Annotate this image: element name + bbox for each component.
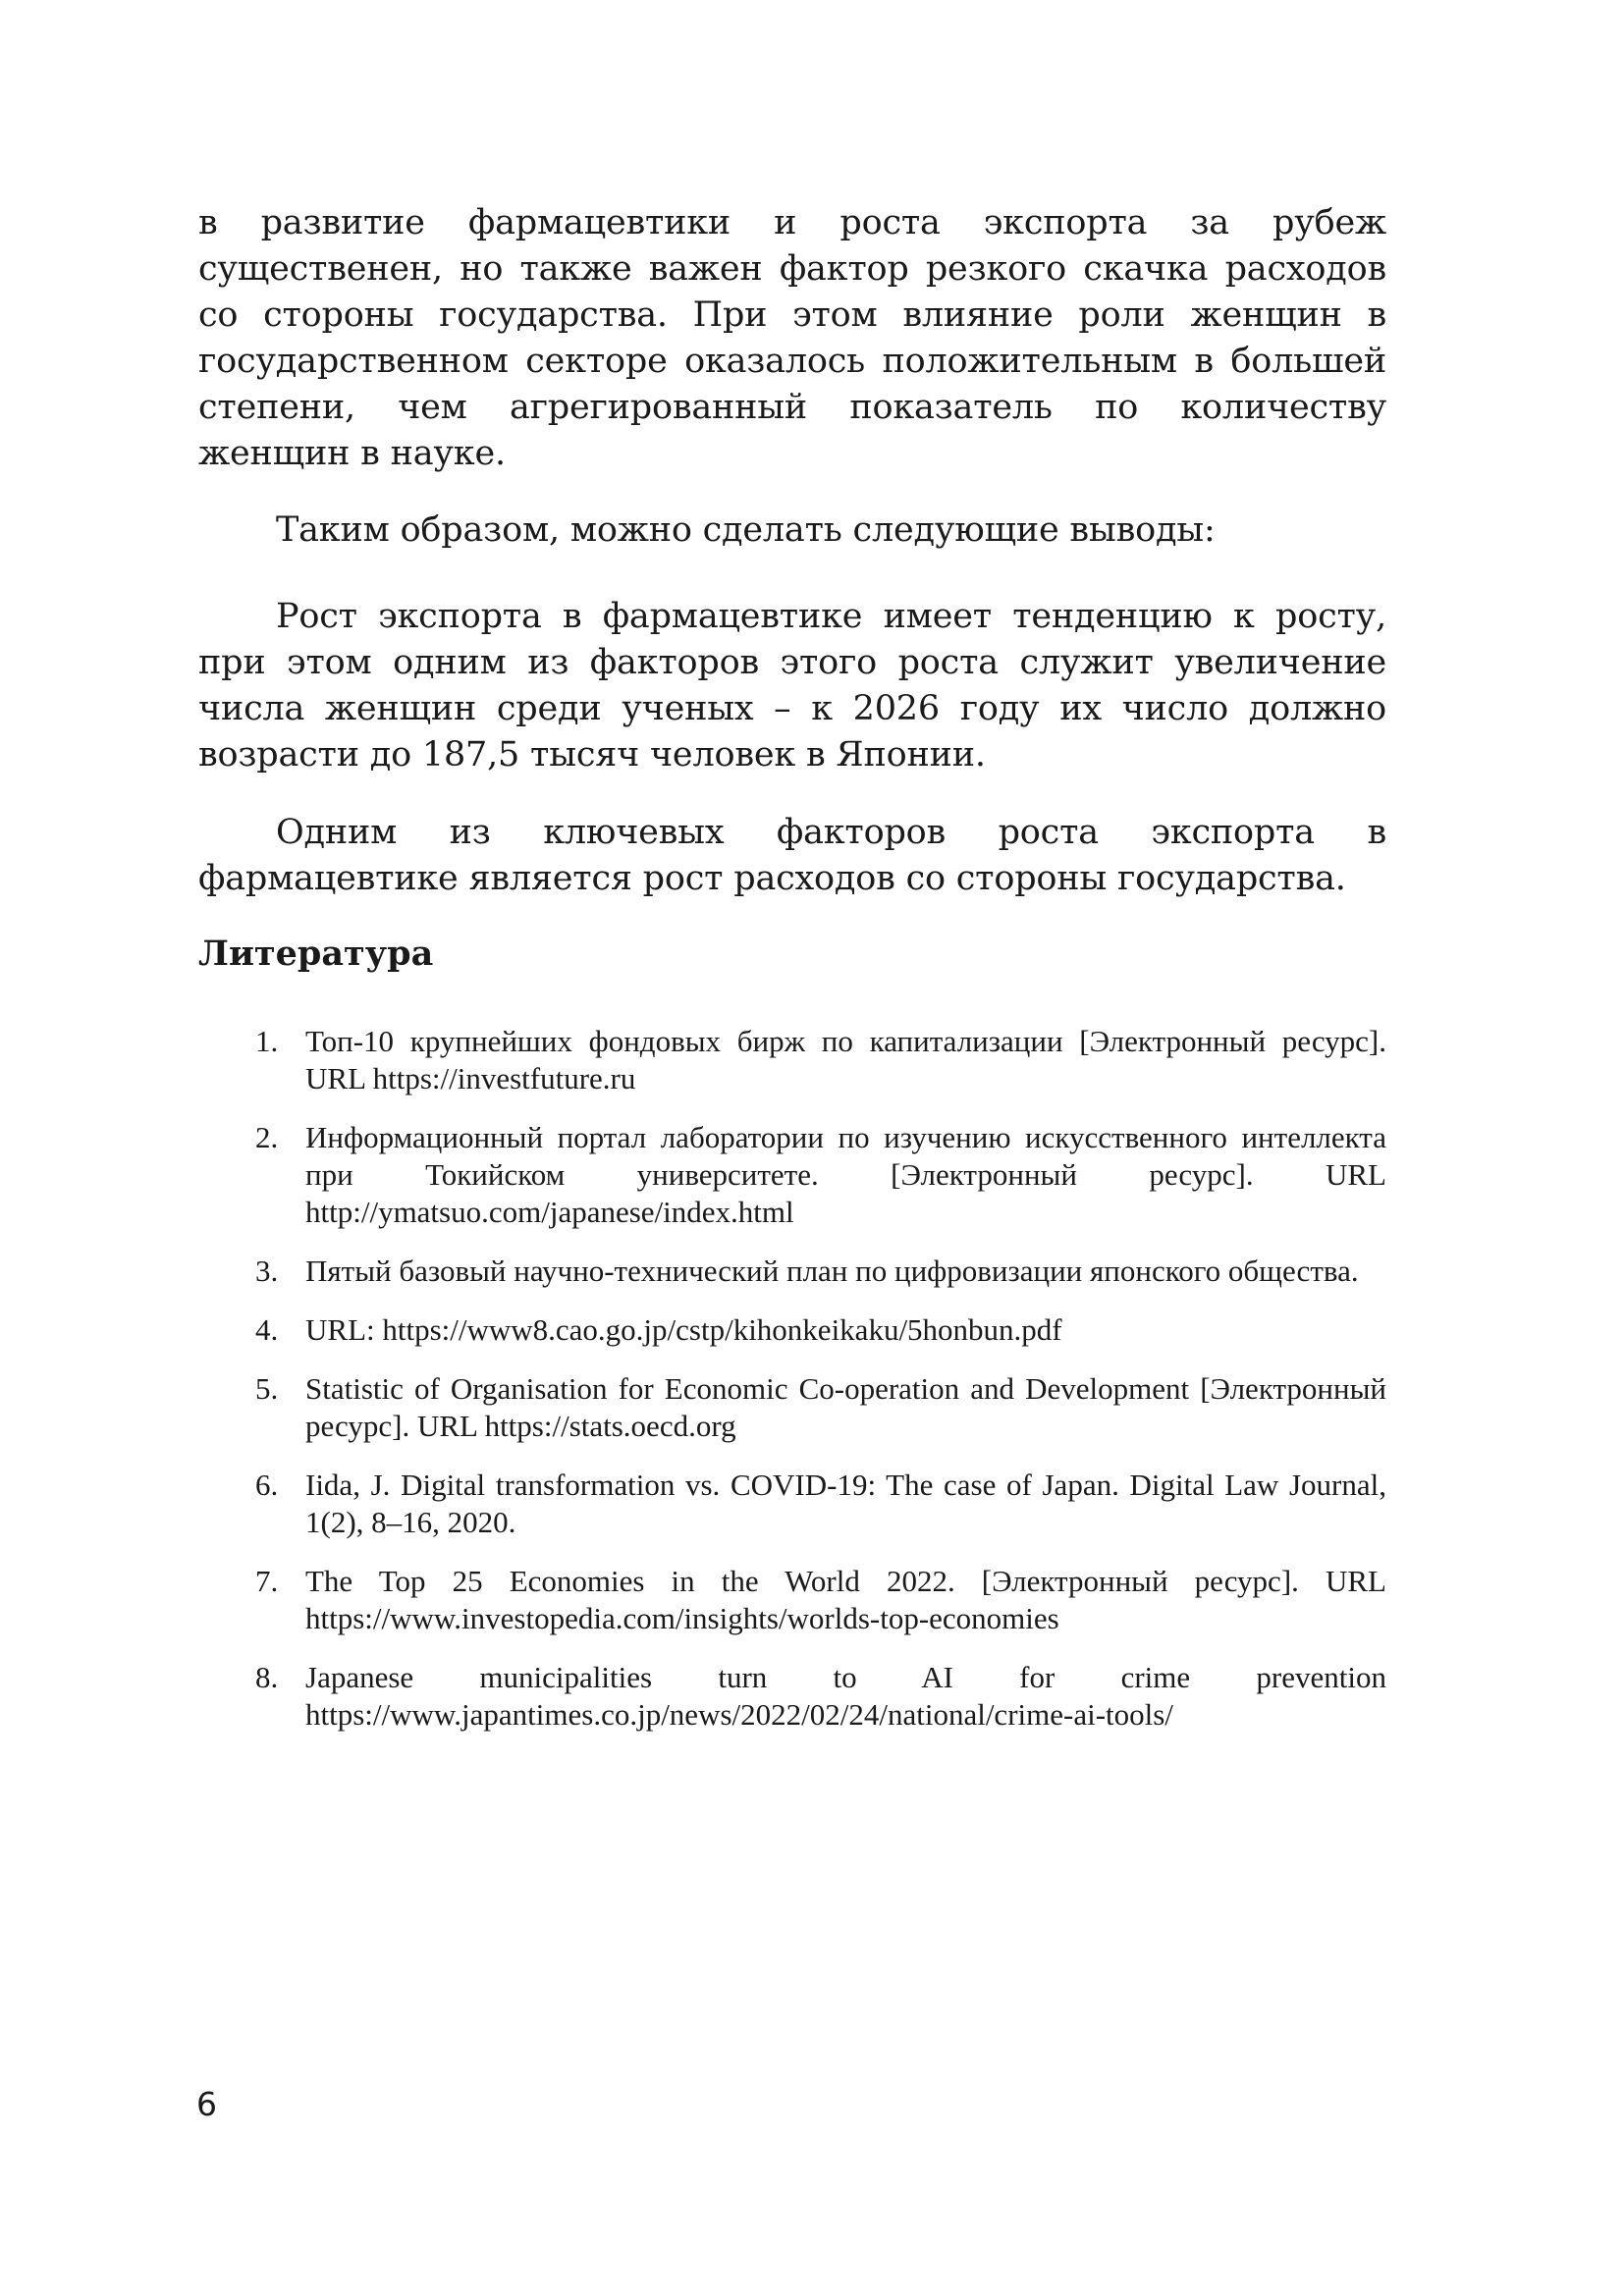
reference-number: 4. [255,1312,279,1347]
reference-number: 3. [255,1254,279,1288]
reference-item [255,1311,1386,1349]
page-number: 6 [196,2085,217,2123]
reference-item [255,1119,1386,1231]
references-list [255,1023,1386,1755]
body-paragraph-4: Одним из ключевых факторов роста экспорта в фармацевтике является рост расходов со стороны государства. [198,813,1386,898]
reference-item [255,1467,1386,1541]
reference-text: Топ-10 крупнейших фондовых бирж по капитализации [Электронный ресурс]. URL https://investfuture.ru [305,1024,1386,1095]
reference-item [255,1023,1386,1097]
reference-number: 6. [255,1468,279,1502]
reference-item [255,1563,1386,1637]
body-paragraph-1: в развитие фармацевтики и роста экспорта за рубеж существенен, но также важен фактор резкого скачка расходов со стороны государства. При этом влияние роли женщин в государственном секторе оказалось положительным в большей степени, чем агрегированный показатель по количеству женщин в науке. [198,203,1386,473]
references-heading: Литература [198,934,434,974]
reference-text: The Top 25 Economies in the World 2022. [Электронный ресурс]. URL https://www.investopedia.com/insights/worlds-top-economies [305,1564,1386,1635]
reference-text: Iida, J. Digital transformation vs. COVID-19: The case of Japan. Digital Law Journal, 1(2), 8–16, 2020. [305,1468,1386,1539]
reference-item [255,1370,1386,1445]
reference-number: 5. [255,1371,279,1406]
reference-text: Информационный портал лаборатории по изучению искусственного интеллекта при Токийском университете. [Электронный ресурс]. URL http://ymatsuo.com/japanese/index.html [305,1120,1386,1229]
reference-number: 1. [255,1024,279,1058]
reference-number: 8. [255,1660,279,1694]
reference-number: 7. [255,1564,279,1598]
reference-text: Japanese municipalities turn to AI for crime prevention https://www.japantimes.co.jp/news/2022/02/24/national/crime-ai-tools/ [305,1660,1386,1732]
reference-item [255,1659,1386,1734]
reference-item [255,1253,1386,1290]
reference-text: URL: https://www8.cao.go.jp/cstp/kihonkeikaku/5honbun.pdf [305,1312,1062,1347]
reference-text: Statistic of Organisation for Economic Co-operation and Development [Электронный ресурс]. URL https://stats.oecd.org [305,1371,1386,1443]
reference-number: 2. [255,1120,279,1154]
body-paragraph-3: Рост экспорта в фармацевтике имеет тенденцию к росту, при этом одним из факторов этого роста служит увеличение числа женщин среди ученых – к 2026 году их число должно возрасти до 187,5 тысяч человек в Японии. [198,597,1386,774]
body-paragraph-2: Таким образом, можно сделать следующие выводы: [276,510,1216,550]
reference-text: Пятый базовый научно-технический план по цифровизации японского общества. [305,1254,1359,1288]
